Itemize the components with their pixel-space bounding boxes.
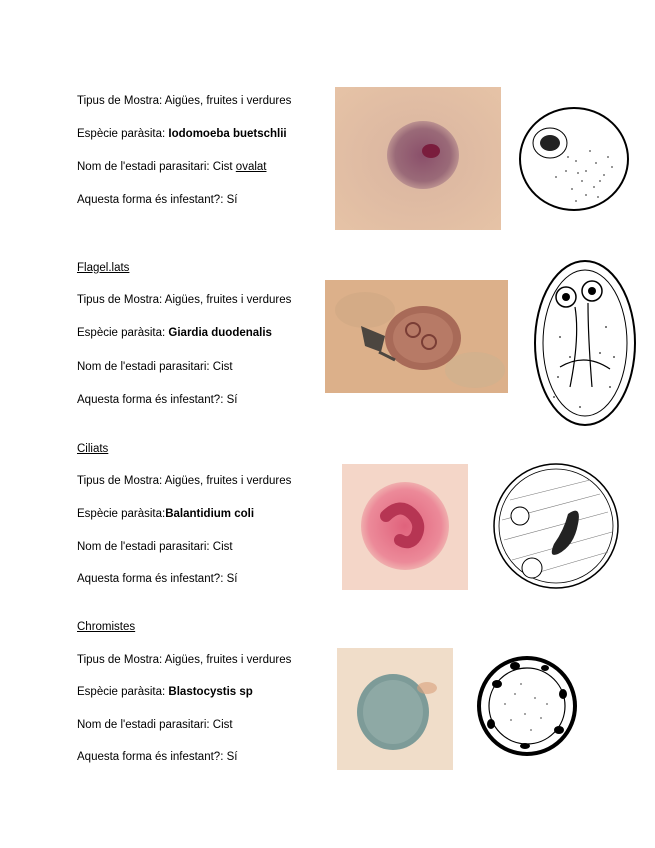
stage-text: Nom de l'estadi parasitari: Cist [77,719,233,731]
species-line [77,507,254,521]
blastocystis-cyst-drawing [475,654,579,758]
species-label: Espècie paràsita: [77,327,169,339]
section-heading: Ciliats [77,443,109,455]
balantidium-cyst-drawing [490,460,622,592]
species-label: Espècie paràsita: [77,128,169,140]
micrograph-image [325,280,508,393]
sample-type-text: Tipus de Mostra: Aigües, fruites i verdures [77,95,292,107]
sample-type-text: Tipus de Mostra: Aigües, fruites i verdures [77,654,292,666]
species-line [77,326,272,340]
species-label: Espècie paràsita: [77,508,166,520]
infective-text: Aquesta forma és infestant?: Sí [77,194,238,206]
stage-line [77,160,266,174]
micrograph-image [342,464,468,590]
section-heading: Chromistes [77,621,136,633]
stage-text: Nom de l'estadi parasitari: Cist [77,361,233,373]
stage-text: Nom de l'estadi parasitari: Cist [77,541,233,553]
stage-extra: ovalat [235,161,267,173]
species-line [77,127,287,141]
species-name: Iodomoeba buetschlii [168,128,287,140]
giardia-cyst-drawing [530,257,640,429]
micrograph-image [337,648,453,770]
micrograph-image [335,87,501,230]
species-line [77,685,253,699]
section-heading: Flagel.lats [77,262,130,274]
species-name: Giardia duodenalis [168,327,272,339]
iodamoeba-cyst-drawing [516,101,636,218]
species-name: Blastocystis sp [168,686,253,698]
sample-type-text: Tipus de Mostra: Aigües, fruites i verdures [77,475,292,487]
species-label: Espècie paràsita: [77,686,169,698]
stage-label: Nom de l'estadi parasitari: Cist [77,161,236,173]
species-name: Balantidium coli [165,508,255,520]
sample-type-text: Tipus de Mostra: Aigües, fruites i verdures [77,294,292,306]
infective-text: Aquesta forma és infestant?: Sí [77,394,238,406]
infective-text: Aquesta forma és infestant?: Sí [77,751,238,763]
infective-text: Aquesta forma és infestant?: Sí [77,573,238,585]
